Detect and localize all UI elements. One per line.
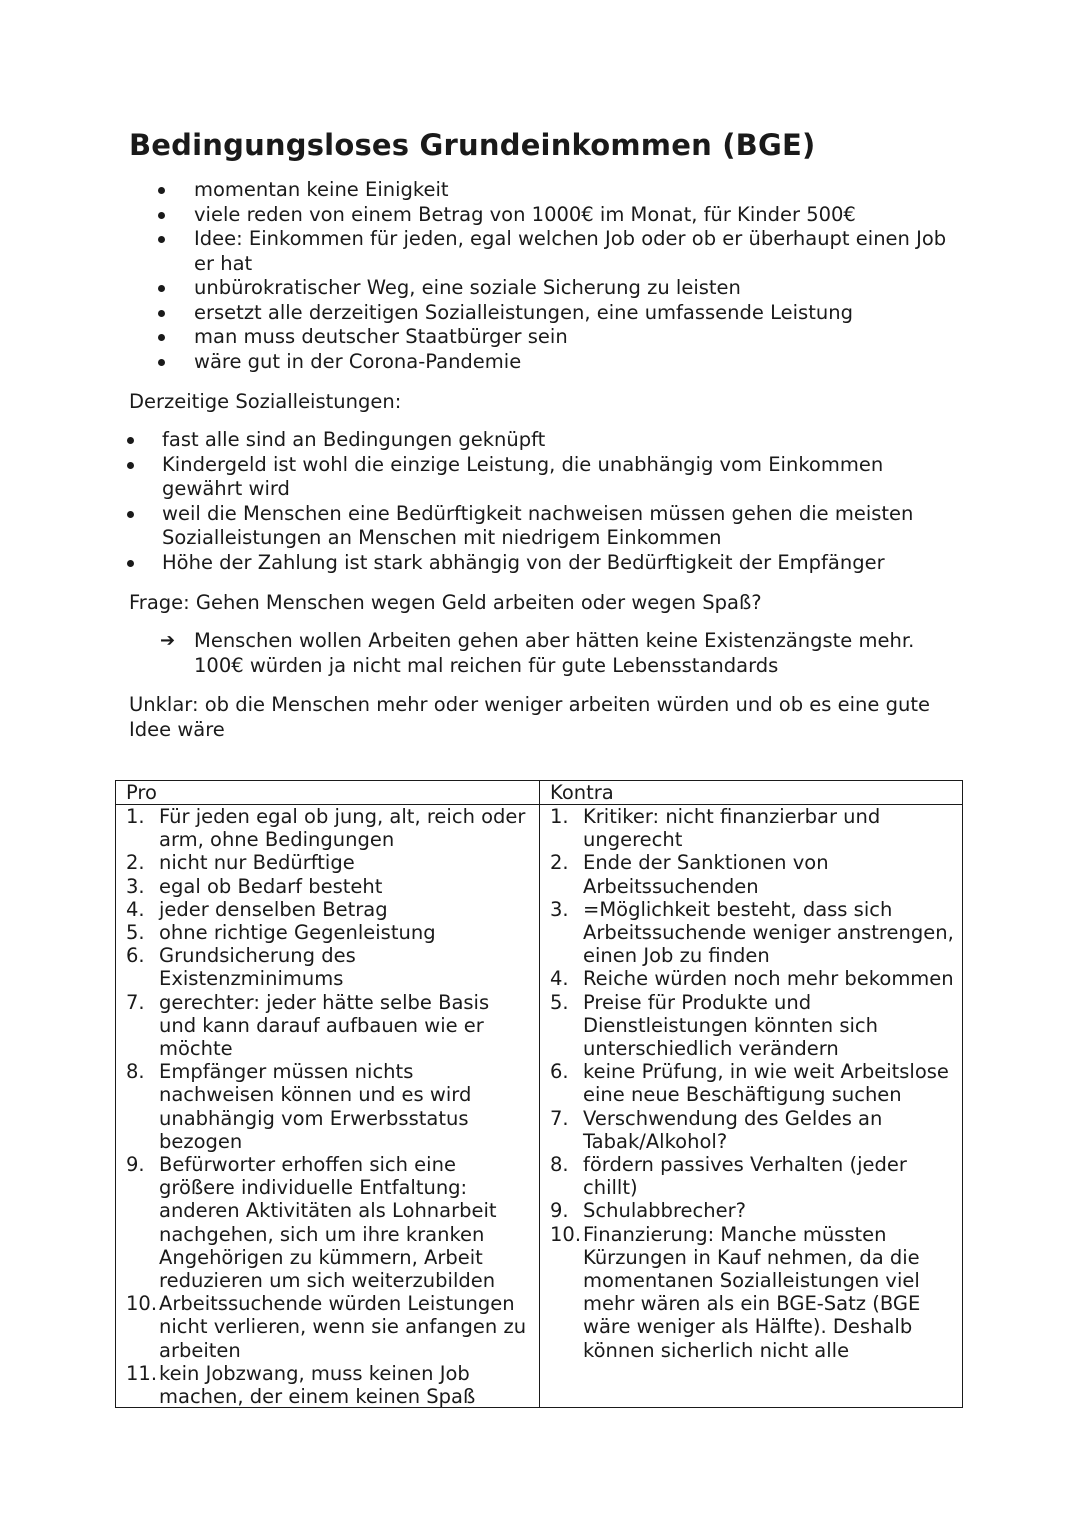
unclear-text: Unklar: ob die Menschen mehr oder weniger arbeiten würden und ob es eine gute Idee wäre [129, 693, 930, 741]
contra-item: 1. Kritiker: nicht finanzierbar und ungerecht [550, 805, 881, 852]
intro-bullet-list [194, 178, 954, 374]
pro-item: 3. egal ob Bedarf besteht [126, 874, 383, 898]
bullet-icon [158, 212, 165, 219]
bullet-icon [158, 359, 165, 366]
bullet-icon [158, 310, 165, 317]
contra-item: 9. Schulabbrecher? [550, 1199, 746, 1223]
contra-column-header: Kontra [550, 781, 614, 804]
pro-item: 10. Arbeitssuchende würden Leistungen nicht verlieren, wenn sie anfangen zu arbeiten [126, 1292, 527, 1362]
pro-item: 5. ohne richtige Gegenleistung [126, 921, 436, 945]
pro-list [126, 805, 531, 1408]
page-title: Bedingungsloses Grundeinkommen (BGE) [129, 128, 816, 162]
contra-item: 7. Verschwendung des Geldes an Tabak/Alkohol? [550, 1106, 883, 1153]
list-item: wäre gut in der Corona-Pandemie [194, 350, 954, 375]
pro-contra-table [115, 780, 963, 1408]
list-item: fast alle sind an Bedingungen geknüpft [162, 428, 952, 453]
column-divider [539, 781, 540, 1407]
pro-item: 1. Für jeden egal ob jung, alt, reich oder arm, ohne Bedingungen [126, 805, 526, 852]
pro-item: 8. Empfänger müssen nichts nachweisen können und es wird unabhängig vom Erwerbsstatus bezogen [126, 1060, 472, 1153]
answer-text: Menschen wollen Arbeiten gehen aber hätten keine Existenzängste mehr. 100€ würden ja nicht mal reichen für gute Lebensstandards [194, 629, 915, 677]
bullet-icon [158, 236, 165, 243]
contra-item: 4. Reiche würden noch mehr bekommen [550, 967, 954, 991]
pro-item: 6. Grundsicherung des Existenzminimums [126, 944, 356, 991]
bullet-icon [158, 285, 165, 292]
list-item: momentan keine Einigkeit [194, 178, 954, 203]
contra-item: 6. keine Prüfung, in wie weit Arbeitslose eine neue Beschäftigung suchen [550, 1060, 949, 1107]
contra-item: 3. =Möglichkeit besteht, dass sich Arbeitssuchende weniger anstrengen, einen Job zu finden [550, 897, 954, 968]
section-heading-current-benefits: Derzeitige Sozialleistungen: [129, 390, 402, 413]
contra-item: 8. fördern passives Verhalten (jeder chillt) [550, 1153, 907, 1200]
list-item: viele reden von einem Betrag von 1000€ im Monat, für Kinder 500€ [194, 203, 954, 228]
list-item: Idee: Einkommen für jeden, egal welchen Job oder ob er überhaupt einen Job er hat [194, 227, 954, 276]
bullet-icon [127, 437, 134, 444]
answer-block [160, 629, 954, 678]
bullet-icon [158, 334, 165, 341]
pro-column-header: Pro [126, 781, 157, 804]
list-item: ersetzt alle derzeitigen Sozialleistungen, eine umfassende Leistung [194, 301, 954, 326]
list-item: Höhe der Zahlung ist stark abhängig von der Bedürftigkeit der Empfänger [162, 551, 952, 576]
bullet-icon [127, 511, 134, 518]
list-item: weil die Menschen eine Bedürftigkeit nachweisen müssen gehen die meisten Sozialleistungen an Menschen mit niedrigem Einkommen [162, 502, 952, 551]
pro-item: 11. kein Jobzwang, muss keinen Job machen, der einem keinen Spaß [126, 1361, 476, 1409]
list-item: man muss deutscher Staatbürger sein [194, 325, 954, 350]
pro-item: 9. Befürworter erhoffen sich eine größere individuelle Entfaltung: anderen Aktivitäten als Lohnarbeit nachgehen, sich um ihre kranken Angehörigen zu kümmern, Arbeit reduzieren um sich weiterzubilden [126, 1153, 497, 1293]
list-item: Kindergeld ist wohl die einzige Leistung, die unabhängig vom Einkommen gewährt wird [162, 453, 952, 502]
contra-item: 10. Finanzierung: Manche müssten Kürzungen in Kauf nehmen, da die momentanen Sozialleistungen viel mehr wären als ein BGE-Satz (BGE wäre weniger als Hälfte). Deshalb können sicherlich nicht alle [550, 1222, 921, 1362]
list-item: unbürokratischer Weg, eine soziale Sicherung zu leisten [194, 276, 954, 301]
question-text: Frage: Gehen Menschen wegen Geld arbeiten oder wegen Spaß? [129, 591, 762, 614]
pro-item: 2. nicht nur Bedürftige [126, 851, 355, 875]
current-benefits-list [162, 428, 952, 575]
arrow-right-icon: ➔ [160, 630, 176, 651]
bullet-icon [127, 462, 134, 469]
bullet-icon [158, 187, 165, 194]
pro-item: 7. gerechter: jeder hätte selbe Basis und kann darauf aufbauen wie er möchte [126, 990, 490, 1061]
contra-list [550, 805, 955, 1362]
contra-item: 5. Preise für Produkte und Dienstleistungen könnten sich unterschiedlich verändern [550, 990, 878, 1061]
bullet-icon [127, 560, 134, 567]
pro-item: 4. jeder denselben Betrag [126, 897, 388, 921]
contra-item: 2. Ende der Sanktionen von Arbeitssuchenden [550, 851, 829, 898]
